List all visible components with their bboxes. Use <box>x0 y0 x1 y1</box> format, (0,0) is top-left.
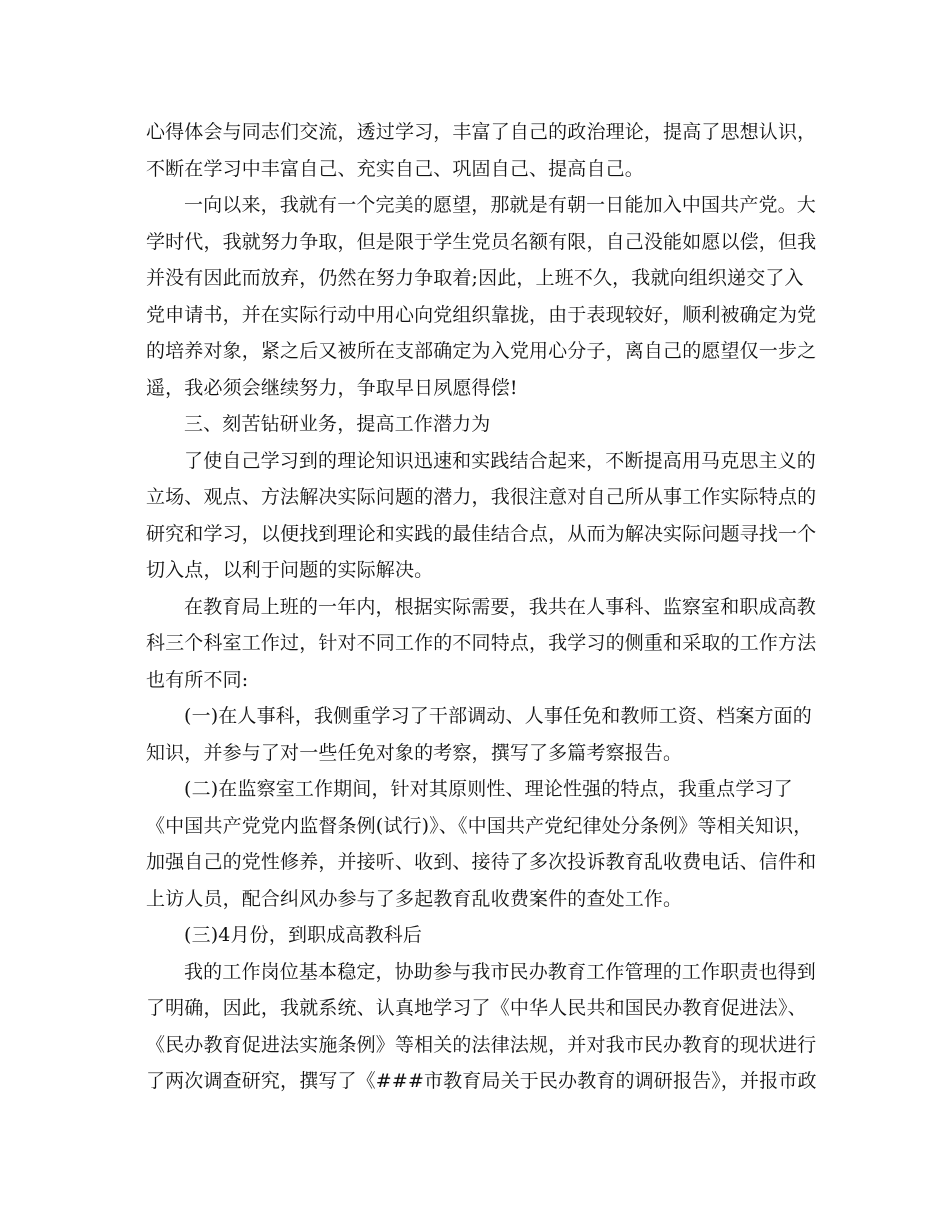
text-line-11: 立场、观点、方法解决实际问题的潜力，我很注意对自己所从事工作实际特点的 <box>146 486 817 508</box>
text-line-21: 加强自己的党性修养，并接听、收到、接待了多次投诉教育乱收费电话、信件和 <box>146 851 817 873</box>
section-heading: 三、刻苦钻研业务，提高工作潜力为 <box>184 413 491 435</box>
text-line-16: 也有所不同: <box>146 668 249 691</box>
text-line-6: 党申请书，并在实际行动中用心向党组织靠拢，由于表现较好，顺利被确定为党 <box>146 303 817 326</box>
text-line-24: 我的工作岗位基本稳定，协助参与我市民办教育工作管理的工作职责也得到 <box>184 960 816 983</box>
text-line-1: 心得体会与同志们交流，透过学习，丰富了自己的政治理论，提高了思想认识， <box>146 121 817 143</box>
text-line-4: 学时代，我就努力争取，但是限于学生党员名额有限，自己没能如愿以偿，但我 <box>146 230 817 253</box>
text-line-3: 一向以来，我就有一个完美的愿望，那就是有朝一日能加入中国共产党。大 <box>184 194 816 216</box>
text-line-19: (二)在监察室工作期间，针对其原则性、理论性强的特点，我重点学习了 <box>184 778 793 800</box>
text-line-8: 遥，我必须会继续努力，争取早日夙愿得偿! <box>146 376 518 399</box>
text-line-13: 切入点，以利于问题的实际解决。 <box>146 559 434 581</box>
document-body <box>146 114 817 1100</box>
text-line-23: (三)4月份，到职成高教科后 <box>184 924 423 946</box>
text-line-10: 了使自己学习到的理论知识迅速和实践结合起来，不断提高用马克思主义的 <box>184 449 816 472</box>
text-line-20: 《中国共产党党内监督条例(试行)》、《中国共产党纪律处分条例》等相关知识， <box>146 814 813 837</box>
text-line-17: (一)在人事科，我侧重学习了干部调动、人事任免和教师工资、档案方面的 <box>184 705 812 727</box>
text-line-7: 的培养对象，紧之后又被所在支部确定为入党用心分子，离自己的愿望仅一步之 <box>146 340 817 362</box>
text-line-15: 科三个科室工作过，针对不同工作的不同特点，我学习的侧重和采取的工作方法 <box>146 632 817 654</box>
text-line-12: 研究和学习，以便找到理论和实践的最佳结合点，从而为解决实际问题寻找一个 <box>146 522 817 545</box>
text-line-27: 了两次调查研究，撰写了《###市教育局关于民办教育的调研报告》，并报市政 <box>146 1070 817 1092</box>
text-line-25: 了明确，因此，我就系统、认真地学习了《中华人民共和国民办教育促进法》、 <box>146 997 807 1019</box>
text-line-5: 并没有因此而放弃，仍然在努力争取着;因此，上班不久，我就向组织递交了入 <box>146 267 804 289</box>
text-line-2: 不断在学习中丰富自己、充实自己、巩固自己、提高自己。 <box>146 157 644 180</box>
text-line-22: 上访人员，配合纠风办参与了多起教育乱收费案件的查处工作。 <box>146 887 683 910</box>
text-line-26: 《民办教育促进法实施条例》等相关的法律法规，并对我市民办教育的现状进行 <box>146 1033 817 1056</box>
text-line-14: 在教育局上班的一年内，根据实际需要，我共在人事科、监察室和职成高教 <box>184 595 816 618</box>
text-line-18: 知识，并参与了对一些任免对象的考察，撰写了多篇考察报告。 <box>146 741 683 764</box>
